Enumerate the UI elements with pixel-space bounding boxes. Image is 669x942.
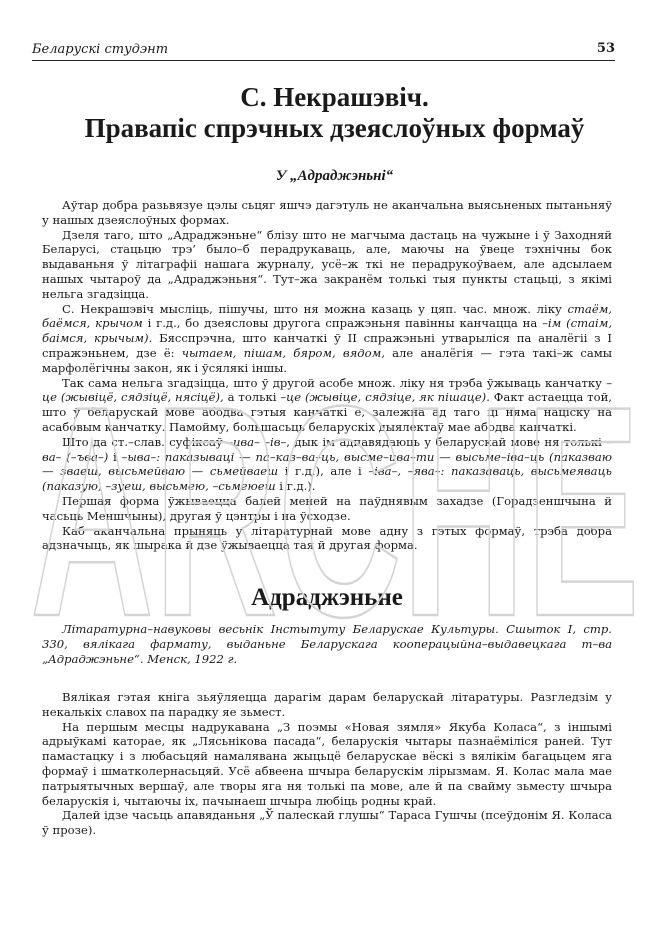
paragraph: Так сама нельга згадзіцца, што ў другой асобе множ. ліку ня трэба ўжываць канчатку –це (жывіцё, сядзіцё, нясіцё), а толькі –це (жывіце, сядзіце, як пішаце). Факт астаецца той, што ў беларускай мове абодва гэтыя канчаткі ё, залежна ад таго ці няма націску на асабовым канчатку. Памойму, большасьць беларускіх дыялектаў мае абодва канчаткі. — [42, 375, 612, 434]
paragraph: Вялікая гэтая кніга зьяўляецца дарагім дарам беларускай літаратуры. Разгледзім у некалькіх славох па парадку яе зьмест. — [42, 690, 612, 719]
review-title: Адраджэньне — [251, 584, 403, 611]
running-head — [32, 40, 615, 61]
review-citation — [42, 622, 612, 666]
article-author: С. Некрашэвіч. — [240, 82, 429, 112]
running-head-title: Беларускі студэнт — [32, 42, 169, 57]
paragraph: Дзеля таго, што „Адраджэньне“ блізу што не магчыма дастаць на чужыне і ў Заходняй Беларусі, стацьцю трэ’ было–б перадрукаваць, але, маючы на ўвеце тэхнічны бок выдаваньня ў літаграфіі нашага журналу, усё–ж ткі не перадрукоўваем, але адсылаем нашых чытароў да „Адраджэньня“. Тут–жа закранём толькі тыя пункты стацьці, з якімі нельга згадзіцца. — [42, 227, 612, 301]
paragraph: С. Некрашэвіч мысліць, пішучы, што ня можна казаць у цяп. час. множ. ліку стаём, баёмся, крычом і г.д., бо дзеясловы другога спражэньня павінны канчацца на –ім (стаім, баімся, крычым). Бясспрэчна, што канчаткі ў II спражэньні утварыліся па аналёгіі з I спражэньнем, дзе ё: чытаем, пішам, бяром, вядом, але аналёгія — гэта такі–ж самы марфолёгічны закон, як і ўсялякі іншы. — [42, 301, 613, 375]
paragraph: Аўтар добра разьвязуе цэлы сьцяг яшчэ дагэтуль не аканчальна выясьненых пытаньняў у нашых дзеяслоўных формах. — [42, 198, 612, 227]
paragraph: Першая форма ўжываецца балей меней на паўднявым захадзе (Горадзеншчына й часьць Меншчыны), другая ў цэнтры і на ўсходзе. — [42, 493, 612, 523]
article-subtitle: У „Адраджэньні“ — [275, 168, 394, 184]
paragraph: Каб аканчальна прыняць у літаратурнай мове адну з гэтых формаў, трэба добра адзначыць, як шырака й дзе ўжываецца тая й другая форма. — [42, 523, 612, 553]
review-body — [42, 690, 612, 838]
article-heading — [32, 82, 637, 185]
article-body — [42, 198, 612, 553]
citation-text: Літаратурна–навуковы весьнік Інстытуту Беларускае Культуры. Сшыток I, стр. 330, вялікага фармату, выданьне Беларускага кооперацыйна–выдавецкага т–ва „Адраджэньне“. Менск, 1922 г. — [42, 622, 612, 666]
article-title: Правапіс спрэчных дзеяслоўных формаў — [84, 113, 585, 143]
paragraph: На першым месцы надрукавана „З поэмы «Новая зямля» Якуба Коласа“, з іншымі адрыўкамі каторае, як „Лясьнікова пасада“, беларускія чытары пазнаёміліся раней. Тут памастацку і з любасьцяй намалявана жыцьцё беларускае вёскі з вялікім багацьцем яга формаў і шматколернасьцяй. Усё абвеена шчыра беларускім лірызмам. Я. Колас мала мае патрыятычных вершаў, але творы яга ня толькі па мове, але й па свайму зьместу шчыра беларускія і, чытаючы іх, пачынаеш шчыра любіць родны край. — [42, 719, 612, 808]
watermark-text: ARCHE — [30, 343, 640, 679]
paragraph: Далей ідзе часьць апавяданьня „Ў палескай глушы“ Тараса Гушчы (псеўдонім Я. Коласа ў прозе). — [42, 808, 612, 838]
page-number: 53 — [596, 41, 615, 56]
paragraph: Што да ст.–слав. суфіксаў –ива– –ів–, дык ім адпавядаюць у беларускай мове ня толькі –ва– (–ъва–) і –ыва–: паказываці — па–каз–ва–ць, высме–ива–ти — высьме–іва–ць (паказваю — зваеш, высьмейваю — сьмейваеш і г.д.), але і –іва–, –ява–: паказаваць, высьмеяваць (паказую, –зуеш, высьмею, –сьмеюеш і г.д.). — [42, 434, 612, 494]
